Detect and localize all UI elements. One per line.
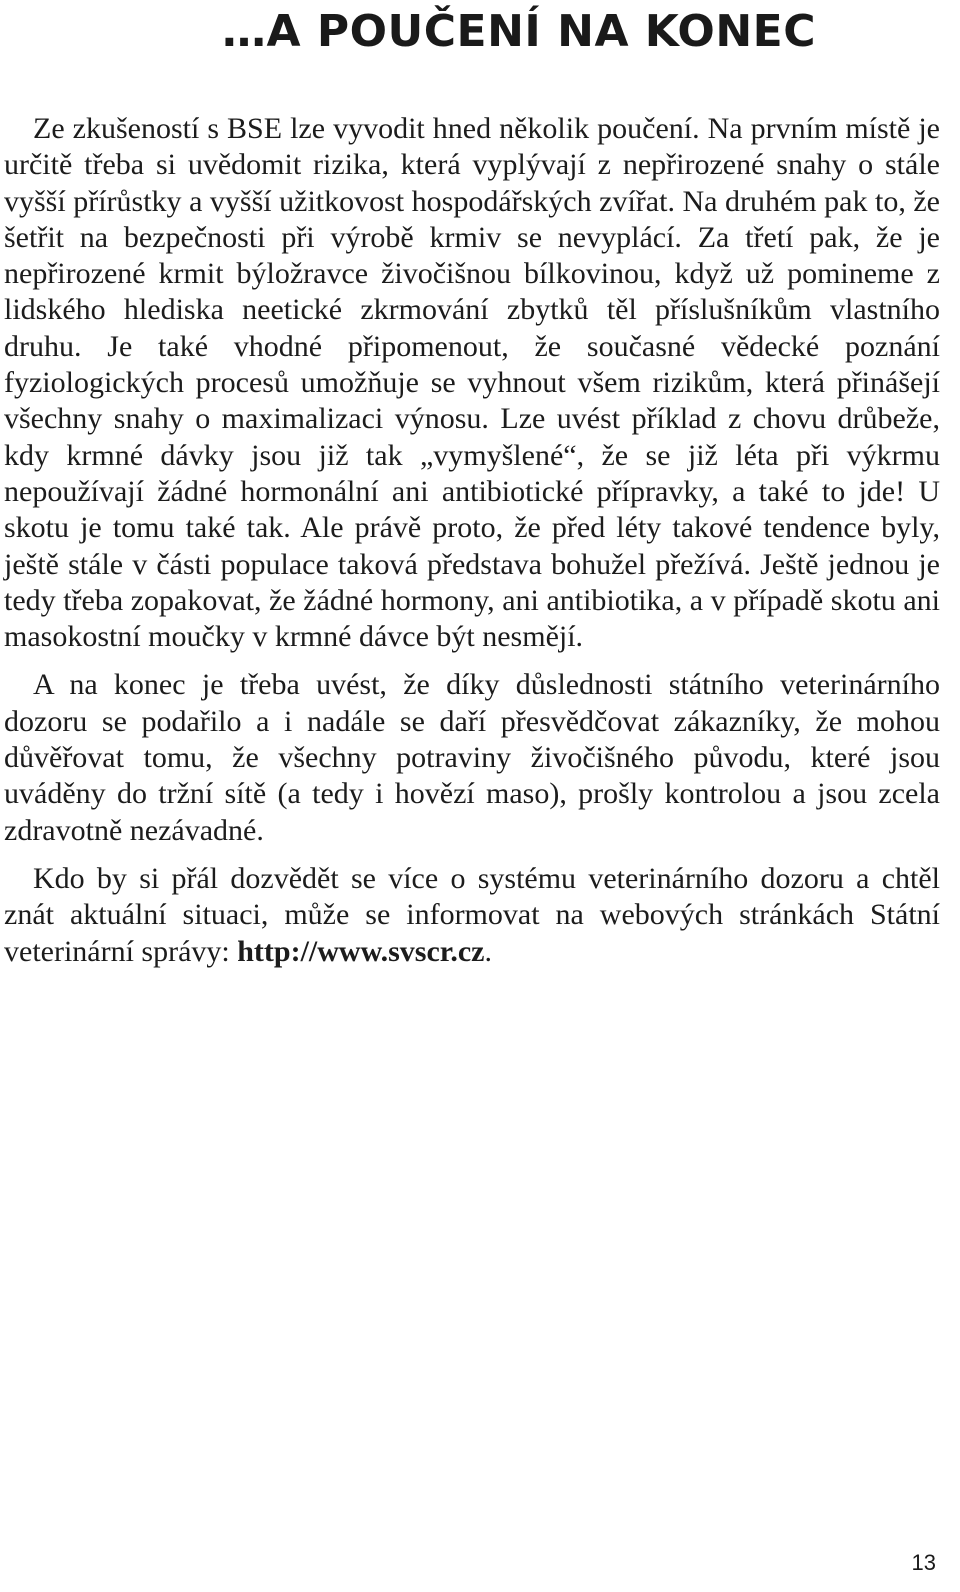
section-heading: …A POUČENÍ NA KONEC [222,6,817,57]
body-text [4,111,940,970]
paragraph-more-info [4,861,940,970]
website-link[interactable]: http://www.svscr.cz [237,934,485,968]
paragraph-lessons: Ze zkušeností s BSE lze vyvodit hned několik poučení. Na prvním místě je určitě třeba si uvědomit rizika, která vyplývají z nepřirozené snahy o stále vyšší přírůstky a vyšší užitkovost hospodářských zvířat. Na druhém pak to, že šetřit na bezpečnosti při výrobě krmiv se nevyplácí. Za třetí pak, že je nepřirozené krmit býložravce živočišnou bílkovinou, když už pomineme z lidského hlediska neetické zkrmování zbytků těl příslušníkům vlastního druhu. Je také vhodné připomenout, že současné vědecké poznání fyziologických procesů umožňuje se vyhnout všem rizikům, která přinášejí všechny snahy o maximalizaci výnosu. Lze uvést příklad z chovu drůbeže, kdy krmné dávky jsou již tak „vymyšlené“, že se již léta při výkrmu nepoužívají žádné hormonální ani antibiotické přípravky, a také to jde! U skotu je tomu také tak. Ale právě proto, že před léty takové tendence byly, ještě stále v části populace taková představa bohužel přežívá. Ještě jednou je tedy třeba zopakovat, že žádné hormony, ani antibiotika, a v případě skotu ani masokostní moučky v krmné dávce být nesmějí. [4,112,940,654]
more-info-text: Kdo by si přál dozvědět se více o systému veterinárního dozoru a chtěl znát aktuální situaci, může se informovat na webových stránkách Státní veterinární správy: [4,861,940,968]
page-number: 13 [911,1550,936,1575]
sentence-end: . [484,934,492,968]
paragraph-conclusion: A na konec je třeba uvést, že díky důslednosti státního veterinárního dozoru se podařilo a i nadále se daří přesvědčovat zákazníky, že mohou důvěřovat tomu, že všechny potraviny živočišného původu, které jsou uváděny do tržní sítě (a tedy i hovězí maso), prošly kontrolou a jsou zcela zdravotně nezávadné. [4,668,940,847]
